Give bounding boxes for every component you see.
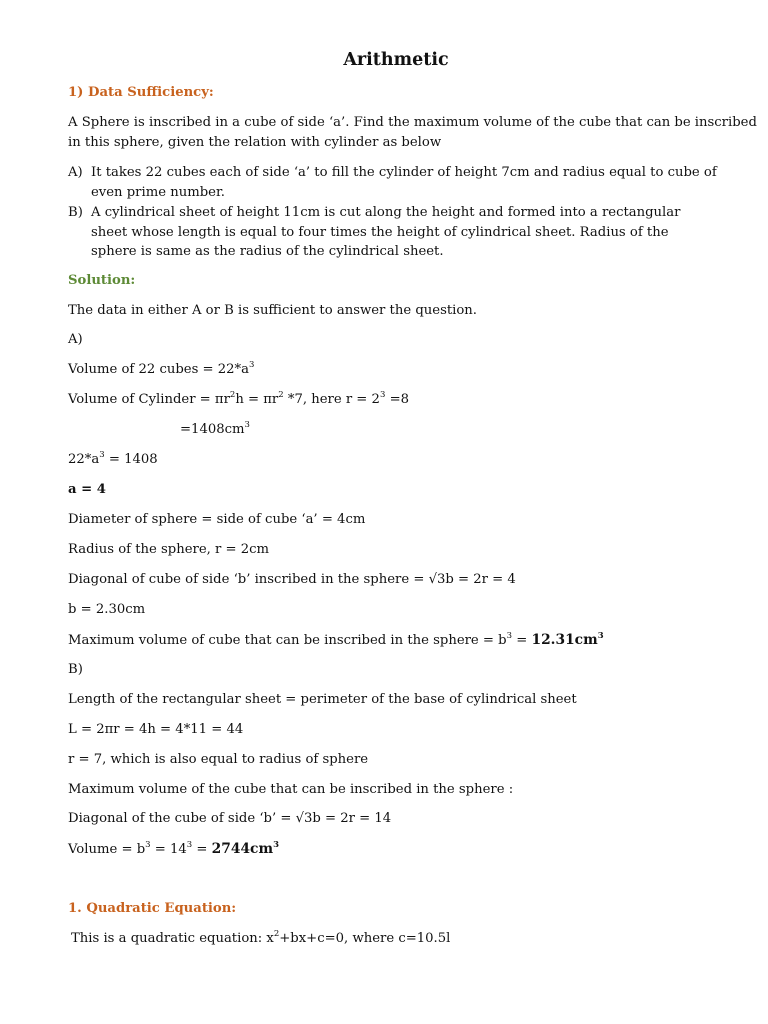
quadratic-line: This is a quadratic equation: $x^2+bx+c=0$, where c=10.5l: [71, 929, 451, 946]
radius-line: Radius of the sphere, r = 2cm: [68, 542, 270, 557]
part-b-label: B): [68, 662, 83, 677]
option-b-label: B): [68, 205, 83, 220]
cylinder-volume-result: $=1408cm^3$: [180, 420, 250, 437]
answer-a: 12.31cm: [531, 632, 598, 648]
volume-b: Volume = $b^3 = 14^3 = 2744cm^3$: [68, 840, 279, 857]
max-volume-text-b: Maximum volume of the cube that can be inscribed in the sphere :: [68, 782, 514, 797]
b-value: b = 2.30cm: [68, 602, 146, 617]
section-heading-quadratic: 1. Quadratic Equation:: [68, 901, 237, 916]
volume-22-cubes: Volume of 22 cubes = $22*a^3$: [68, 360, 255, 377]
solution-intro: The data in either A or B is sufficient to answer the question.: [68, 303, 477, 318]
diagonal-line-b: Diagonal of the cube of side ‘b’ = √3b = 2r = 14: [68, 811, 392, 826]
part-a-label: A): [68, 332, 83, 347]
option-a: [68, 163, 718, 202]
diameter-line: Diameter of sphere = side of cube ‘a’ = 4cm: [68, 512, 366, 527]
option-a-label: A): [68, 165, 83, 180]
option-b: [68, 203, 718, 262]
option-b-text: A cylindrical sheet of height 11cm is cut along the height and formed into a rectangular sheet whose length is equal to four times the height of cylindrical sheet. Radius of the sphere is same as the radius of the cylindrical sheet.: [91, 205, 681, 259]
cube-volume-equation: $22*a^3 = 1408$: [68, 450, 158, 467]
section-heading-data-sufficiency: 1) Data Sufficiency:: [68, 85, 214, 100]
length-line: Length of the rectangular sheet = perimeter of the base of cylindrical sheet: [68, 692, 577, 707]
page-title: Arithmetic: [343, 50, 449, 70]
L-equation: L = 2πr = 4h = 4*11 = 44: [68, 722, 244, 737]
r-equation: r = 7, which is also equal to radius of sphere: [68, 752, 369, 767]
option-a-text: It takes 22 cubes each of side ‘a’ to fill the cylinder of height 7cm and radius equal to cube of even prime number.: [91, 165, 717, 200]
diagonal-line-a: Diagonal of cube of side ‘b’ inscribed in the sphere = √3b = 2r = 4: [68, 572, 516, 587]
question-line-2: in this sphere, given the relation with cylinder as below: [68, 135, 442, 150]
solution-heading: Solution:: [68, 273, 136, 288]
max-volume-a: Maximum volume of cube that can be inscribed in the sphere = $b^3 = 12.31cm^3$: [68, 631, 604, 648]
question-line-1: A Sphere is inscribed in a cube of side ‘a’. Find the maximum volume of the cube that can be inscribed: [68, 115, 757, 130]
volume-cylinder: Volume of Cylinder = $\pi r^2h = \pi r^2$ *7, here $r = 2^3 =8$: [68, 390, 410, 407]
answer-b: 2744cm: [211, 841, 274, 857]
a-value: a = 4: [68, 482, 106, 497]
